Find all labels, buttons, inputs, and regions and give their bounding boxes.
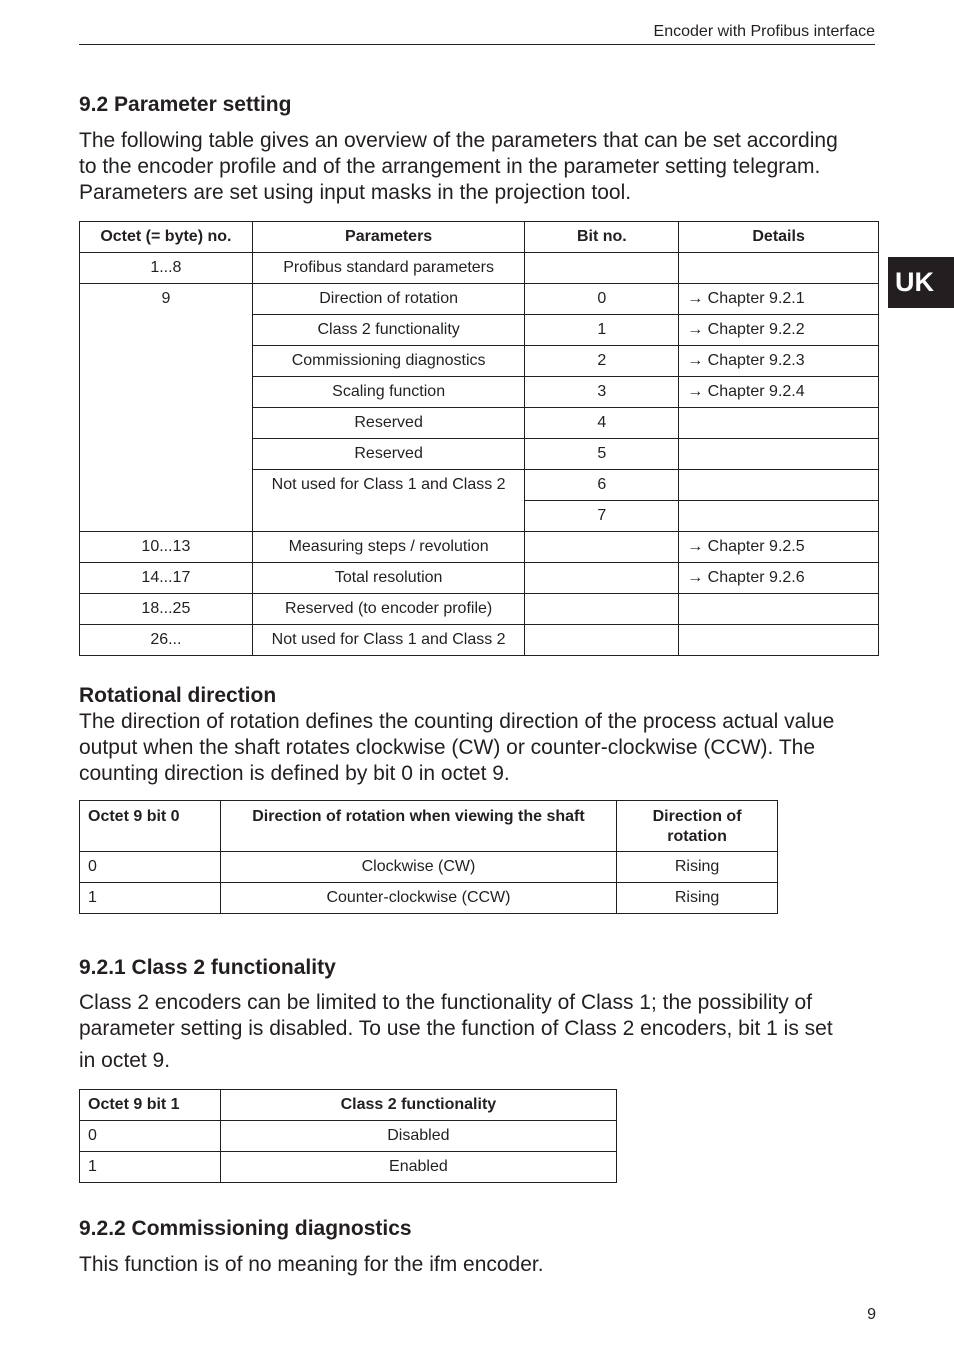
bit-cell	[525, 563, 679, 594]
details-cell	[679, 625, 879, 656]
bit-value-cell: 0	[80, 852, 221, 883]
section-heading-9-2-2: 9.2.2 Commissioning diagnostics	[79, 1217, 412, 1240]
bit-cell: 5	[525, 439, 679, 470]
text-line: counting direction is defined by bit 0 in octet 9.	[79, 762, 510, 785]
bit-cell: 1	[525, 315, 679, 346]
table-row	[80, 883, 778, 914]
bit-value-cell: 0	[80, 1121, 221, 1152]
parameter-cell: Commissioning diagnostics	[252, 346, 525, 377]
parameter-cell: Measuring steps / revolution	[252, 532, 525, 563]
details-cell: → Chapter 9.2.1	[679, 284, 879, 315]
column-header: Octet 9 bit 1	[80, 1090, 221, 1121]
details-cell: → Chapter 9.2.3	[679, 346, 879, 377]
bit-cell: 3	[525, 377, 679, 408]
table-row	[80, 1152, 617, 1183]
column-header: Details	[679, 222, 879, 253]
column-header: Bit no.	[525, 222, 679, 253]
bit-cell: 0	[525, 284, 679, 315]
intro-line: to the encoder profile and of the arrangement in the parameter setting telegram.	[79, 155, 821, 178]
direction-cell: Rising	[617, 852, 778, 883]
octet-cell: 18...25	[80, 594, 253, 625]
parameter-cell: Scaling function	[252, 377, 525, 408]
details-cell	[679, 439, 879, 470]
page-header	[79, 22, 875, 45]
parameter-cell: Not used for Class 1 and Class 2	[252, 470, 525, 532]
details-cell	[679, 501, 879, 532]
table-row	[80, 1121, 617, 1152]
section-9-2-1-text	[79, 990, 879, 1074]
details-cell	[679, 594, 879, 625]
details-cell	[679, 253, 879, 284]
parameter-cell: Reserved	[252, 439, 525, 470]
details-cell: → Chapter 9.2.6	[679, 563, 879, 594]
direction-cell: Rising	[617, 883, 778, 914]
functionality-cell: Disabled	[220, 1121, 616, 1152]
text-line: parameter setting is disabled. To use the function of Class 2 encoders, bit 1 is set	[79, 1017, 833, 1040]
column-header: Direction of rotation when viewing the shaft	[220, 801, 616, 852]
bit-value-cell: 1	[80, 883, 221, 914]
column-header: Class 2 functionality	[220, 1090, 616, 1121]
section-9-2-intro	[79, 128, 879, 206]
table-header-row	[80, 801, 778, 852]
table-row	[80, 284, 879, 315]
table-row	[80, 852, 778, 883]
language-tab: UK	[888, 257, 954, 308]
table-header-row	[80, 222, 879, 253]
table-row	[80, 594, 879, 625]
table-row	[80, 625, 879, 656]
octet-cell: 10...13	[80, 532, 253, 563]
column-header: Octet 9 bit 0	[80, 801, 221, 852]
octet-cell: 9	[80, 284, 253, 532]
text-line: The direction of rotation defines the counting direction of the process actual value	[79, 710, 835, 733]
rotation-cell: Counter-clockwise (CCW)	[220, 883, 616, 914]
column-header: Octet (= byte) no.	[80, 222, 253, 253]
intro-line: Parameters are set using input masks in the projection tool.	[79, 181, 632, 204]
section-heading-9-2: 9.2 Parameter setting	[79, 93, 292, 116]
details-cell: → Chapter 9.2.4	[679, 377, 879, 408]
class2-functionality-table	[79, 1089, 617, 1183]
functionality-cell: Enabled	[220, 1152, 616, 1183]
bit-value-cell: 1	[80, 1152, 221, 1183]
page-number: 9	[867, 1306, 876, 1323]
rotation-direction-table	[79, 800, 778, 914]
parameter-cell: Profibus standard parameters	[252, 253, 525, 284]
parameter-cell: Reserved	[252, 408, 525, 439]
table-header-row	[80, 1090, 617, 1121]
bit-cell	[525, 594, 679, 625]
column-header: Direction of rotation	[617, 801, 778, 852]
rotational-direction-heading: Rotational direction	[79, 684, 277, 707]
text-line: Class 2 encoders can be limited to the functionality of Class 1; the possibility of	[79, 991, 813, 1014]
text-line: in octet 9.	[79, 1049, 171, 1072]
section-9-2-2-text: This function is of no meaning for the ifm encoder.	[79, 1253, 544, 1276]
details-cell	[679, 408, 879, 439]
bit-cell	[525, 253, 679, 284]
section-heading-9-2-1: 9.2.1 Class 2 functionality	[79, 956, 336, 979]
table-row	[80, 532, 879, 563]
table-row	[80, 563, 879, 594]
parameter-cell: Class 2 functionality	[252, 315, 525, 346]
bit-cell	[525, 625, 679, 656]
details-cell: → Chapter 9.2.5	[679, 532, 879, 563]
details-cell: → Chapter 9.2.2	[679, 315, 879, 346]
details-cell	[679, 470, 879, 501]
octet-cell: 14...17	[80, 563, 253, 594]
table-row	[80, 253, 879, 284]
parameter-cell: Not used for Class 1 and Class 2	[252, 625, 525, 656]
rotational-direction-text	[79, 709, 879, 787]
octet-cell: 26...	[80, 625, 253, 656]
rotation-cell: Clockwise (CW)	[220, 852, 616, 883]
bit-cell: 4	[525, 408, 679, 439]
text-line: output when the shaft rotates clockwise (CW) or counter-clockwise (CCW). The	[79, 736, 816, 759]
bit-cell	[525, 532, 679, 563]
parameter-table	[79, 221, 879, 656]
bit-cell: 6	[525, 470, 679, 501]
column-header: Parameters	[252, 222, 525, 253]
octet-cell: 1...8	[80, 253, 253, 284]
parameter-cell: Total resolution	[252, 563, 525, 594]
bit-cell: 2	[525, 346, 679, 377]
parameter-cell: Direction of rotation	[252, 284, 525, 315]
bit-cell: 7	[525, 501, 679, 532]
intro-line: The following table gives an overview of the parameters that can be set according	[79, 129, 838, 152]
parameter-cell: Reserved (to encoder profile)	[252, 594, 525, 625]
header-title: Encoder with Profibus interface	[653, 23, 875, 40]
